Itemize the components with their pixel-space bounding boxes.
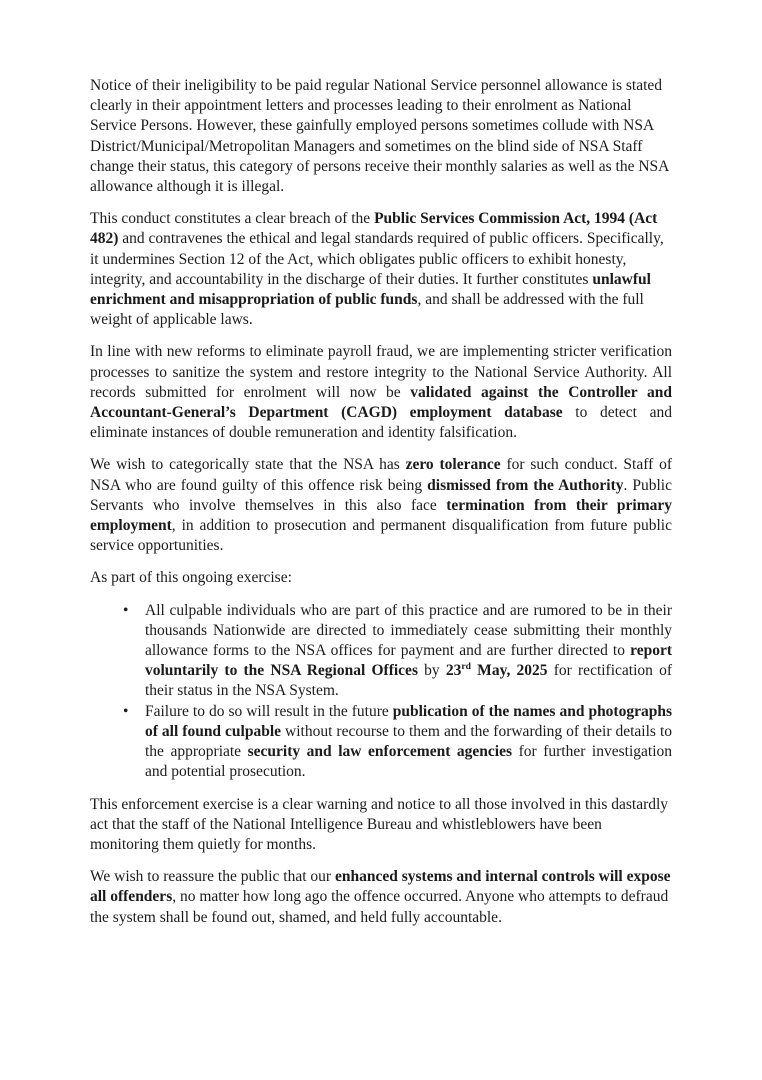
bold-text-run: zero tolerance bbox=[405, 456, 501, 474]
paragraph bbox=[90, 342, 672, 443]
bold-text-run: publication of the names and photographs of all found culpable bbox=[145, 702, 672, 740]
bold-text-run: report voluntarily to the NSA Regional Offices bbox=[145, 642, 672, 680]
text-run: Notice of their ineligibility to be paid regular National Service personnel allowance is stated clearly in their appointment letters and processes leading to their enrolment as National Service Persons. However, these gainfully employed persons sometimes collude with NSA District/Municipal/Metropolitan Managers and sometimes on the blind side of NSA Staff change their status, this category of persons receive their monthly salaries as well as the NSA allowance although it is illegal. bbox=[90, 77, 669, 196]
text-run: for rectification of their status in the NSA System. bbox=[145, 662, 673, 700]
bold-text-run: dismissed from the Authority bbox=[427, 476, 624, 494]
text-run: , and shall be addressed with the full weight of applicable laws. bbox=[90, 291, 644, 329]
paragraph bbox=[90, 795, 672, 856]
text-run: Failure to do so will result in the future bbox=[145, 702, 393, 720]
paragraph bbox=[90, 568, 672, 588]
text-run: for further investigation and potential prosecution. bbox=[145, 743, 672, 781]
bold-text-run: security and law enforcement agencies bbox=[247, 743, 513, 761]
bold-text-run: rd bbox=[461, 661, 471, 673]
bold-text-run: 23 bbox=[445, 662, 462, 680]
bullet-item bbox=[145, 601, 672, 702]
paragraph bbox=[90, 455, 672, 556]
text-run: As part of this ongoing exercise: bbox=[90, 569, 292, 587]
text-run: without recourse to them and the forwarding of their details to the appropriate bbox=[145, 722, 673, 761]
text-run: We wish to reassure the public that our bbox=[90, 868, 335, 886]
bold-text-run: validated against the Controller and Accountant-General’s Department (CAGD) employment database bbox=[90, 383, 672, 422]
bold-text-run: May, 2025 bbox=[470, 662, 548, 680]
text-run: This enforcement exercise is a clear warning and notice to all those involved in this dastardly act that the staff of the National Intelligence Bureau and whistleblowers have been monitoring them quietly for months. bbox=[90, 795, 669, 853]
bullet-list bbox=[90, 601, 672, 783]
paragraph bbox=[90, 867, 672, 928]
text-run: , in addition to prosecution and permanent disqualification from future public service opportunities. bbox=[90, 517, 672, 555]
text-run: and contravenes the ethical and legal standards required of public officers. Specifically, it undermines Section 12 of the Act, which obligates public officers to exhibit honesty, integrity, and accountability in the discharge of their duties. It further constitutes bbox=[90, 230, 664, 288]
bold-text-run: termination from their primary employment bbox=[90, 496, 672, 535]
bullet-item bbox=[145, 702, 672, 783]
paragraph bbox=[90, 209, 672, 330]
text-run: This conduct constitutes a clear breach of the bbox=[90, 210, 375, 228]
text-run: to detect and eliminate instances of double remuneration and identity falsification. bbox=[90, 404, 672, 442]
text-run: All culpable individuals who are part of this practice and are rumored to be in their thousands Nationwide are directed to immediately cease submitting their monthly allowance forms to the NSA offices for payment and are further directed to bbox=[145, 601, 672, 660]
bold-text-run: unlawful enrichment and misappropriation of public funds bbox=[90, 270, 651, 309]
text-run: for such conduct. Staff of NSA who are found guilty of this offence risk being bbox=[90, 456, 673, 494]
bold-text-run: enhanced systems and internal controls will expose all offenders bbox=[90, 868, 671, 906]
text-run: , no matter how long ago the offence occurred. Anyone who attempts to defraud the system shall be found out, shamed, and held fully accountable. bbox=[90, 888, 669, 926]
text-run: . Public Servants who involve themselves in this also face bbox=[90, 476, 672, 514]
bold-text-run: Public Services Commission Act, 1994 (Act 482) bbox=[90, 210, 658, 248]
text-run: We wish to categorically state that the NSA has bbox=[90, 456, 406, 474]
document-body bbox=[90, 76, 672, 928]
paragraph bbox=[90, 76, 672, 197]
text-run: by bbox=[417, 662, 446, 680]
text-run: In line with new reforms to eliminate payroll fraud, we are implementing stricter verification processes to sanitize the system and restore integrity to the National Service Authority. All records submitted for enrolment will now be bbox=[90, 343, 672, 401]
